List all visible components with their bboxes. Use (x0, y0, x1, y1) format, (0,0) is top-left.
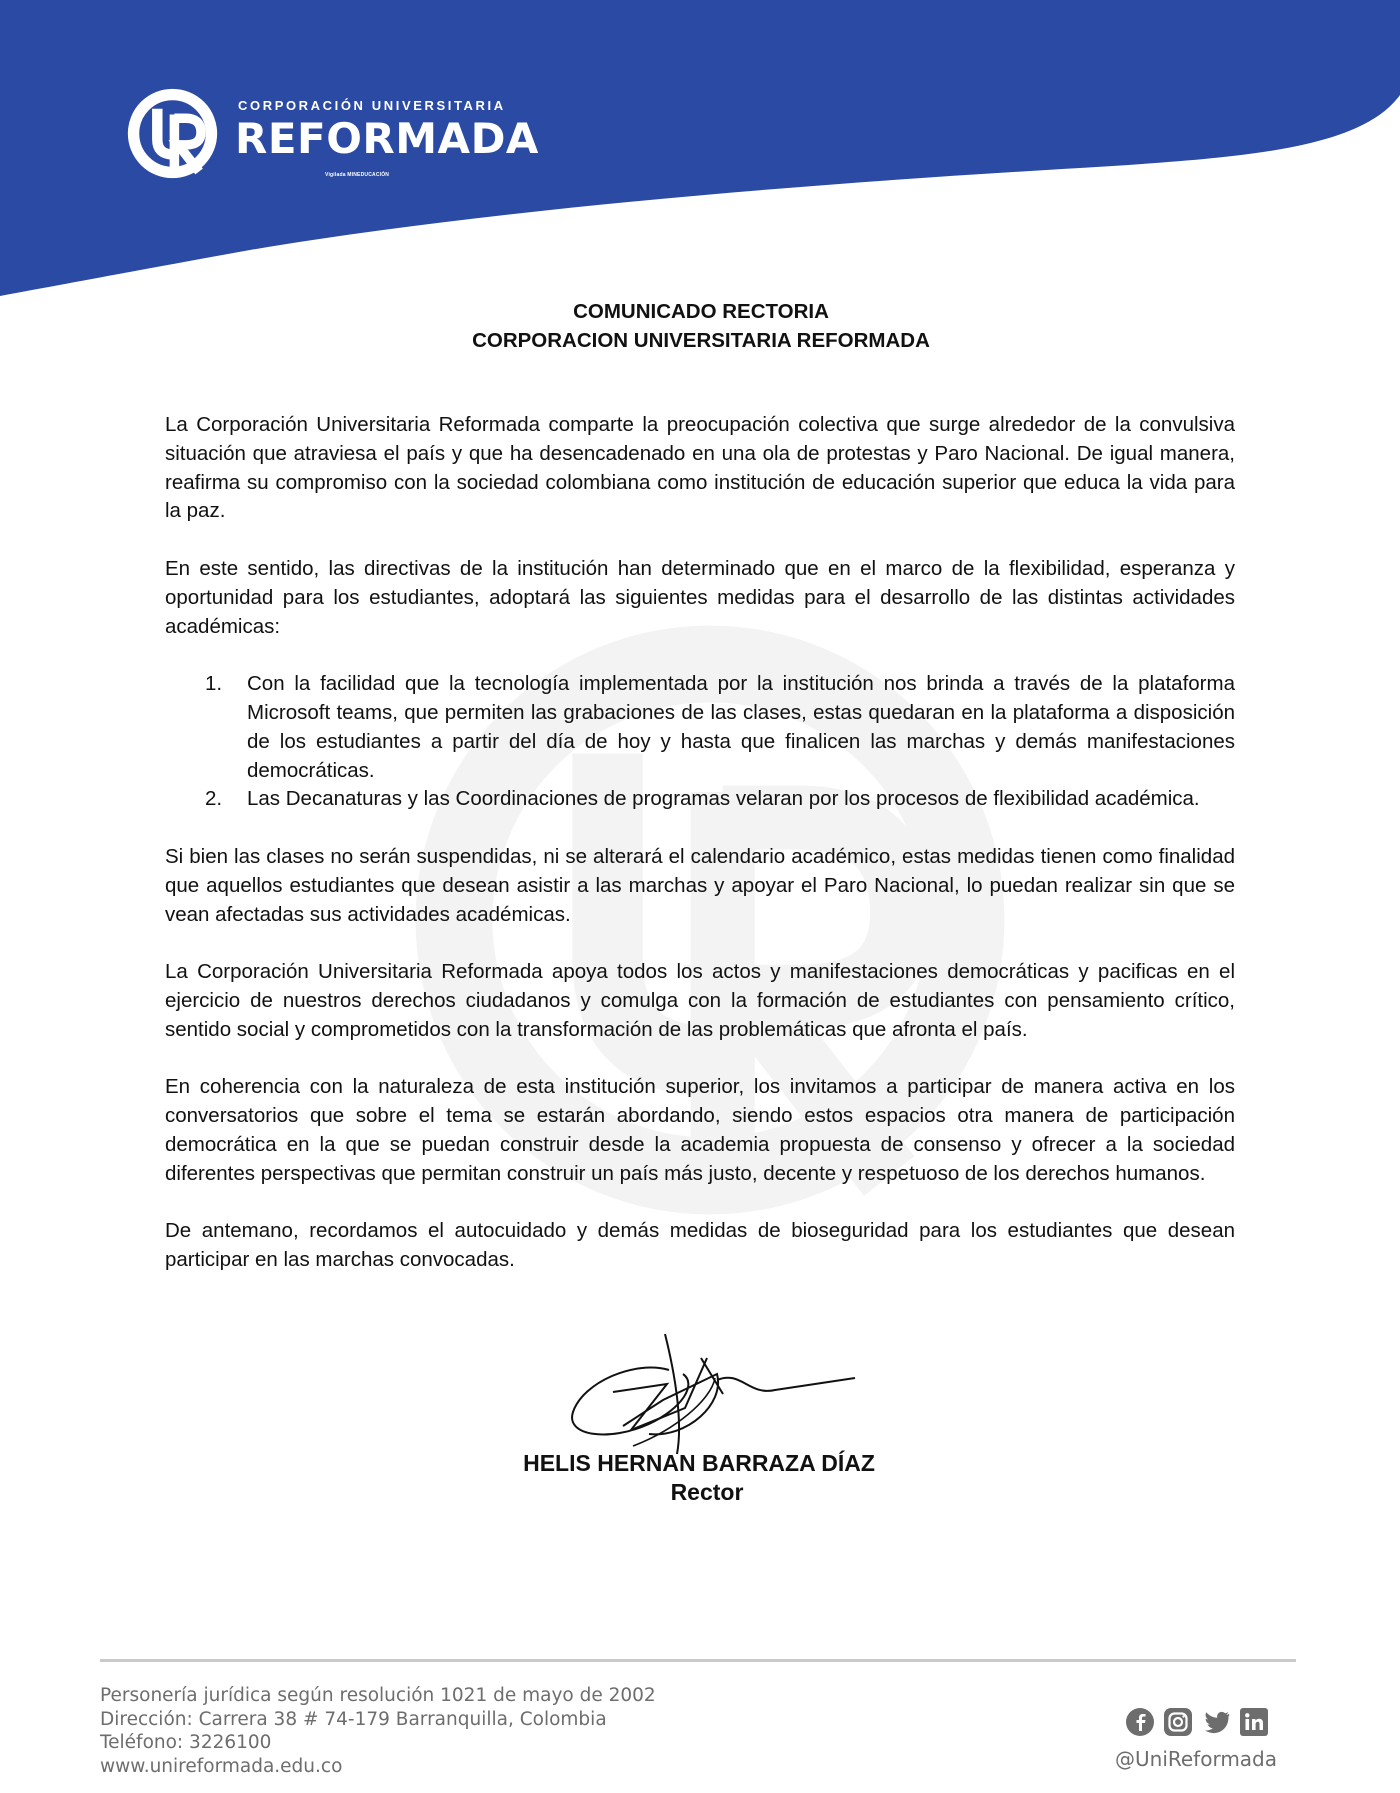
footer-divider (100, 1659, 1296, 1662)
signer-block (0, 1449, 1400, 1507)
footer-phone: Teléfono: 3226100 (100, 1732, 272, 1753)
document-title (0, 297, 1400, 355)
footer-info (100, 1684, 656, 1778)
signer-name: HELIS HERNAN BARRAZA DÍAZ (523, 1450, 875, 1476)
list-item (165, 785, 1235, 814)
paragraph-invitation: En coherencia con la naturaleza de esta institución superior, los invitamos a participar de manera activa en los conversatorios que sobre el tema se estarán abordando, siendo estos espacios otra manera de participación democrática en la que se puedan construir desde la academia propuesta de consenso y ofrecer a la sociedad diferentes perspectivas que permitan construir un país más justo, decente y respetuoso de los derechos humanos. (165, 1075, 1235, 1185)
logo-tagline: Vigilada MINEDUCACIÓN (325, 172, 390, 178)
document-body (165, 411, 1235, 1304)
linkedin-icon[interactable] (1239, 1707, 1269, 1737)
footer-address: Dirección: Carrera 38 # 74-179 Barranquilla, Colombia (100, 1708, 607, 1730)
footer-legal: Personería jurídica según resolución 1021 de mayo de 2002 (100, 1685, 656, 1706)
list-item-text: Las Decanaturas y las Coordinaciones de programas velaran por los procesos de flexibilidad académica. (247, 787, 1200, 811)
instagram-icon[interactable] (1163, 1707, 1193, 1737)
university-logo (125, 86, 539, 186)
ur-logo-icon (125, 86, 220, 181)
paragraph-measures-intro: En este sentido, las directivas de la institución han determinado que en el marco de la flexibilidad, esperanza y oportunidad para los estudiantes, adoptará las siguientes medidas para el desarrollo de las distintas actividades académicas: (165, 556, 1235, 638)
title-line-2: CORPORACION UNIVERSITARIA REFORMADA (472, 329, 930, 352)
signature-image (565, 1334, 865, 1454)
logo-name: REFORMADA (235, 114, 539, 163)
title-line-1: COMUNICADO RECTORIA (573, 300, 829, 323)
measures-list (165, 670, 1235, 814)
footer-website[interactable]: www.unireformada.edu.co (100, 1755, 343, 1777)
signer-role: Rector (670, 1479, 744, 1505)
paragraph-biosafety: De antemano, recordamos el autocuidado y demás medidas de bioseguridad para los estudiantes que desean participar en las marchas convocadas. (165, 1219, 1235, 1272)
logo-subtitle: CORPORACIÓN UNIVERSITARIA (238, 98, 506, 113)
paragraph-intro: La Corporación Universitaria Reformada comparte la preocupación colectiva que surge alrededor de la convulsiva situación que atraviesa el país y que ha desencadenado en una ola de protestas y Paro Nacional. De igual manera, reafirma su compromiso con la sociedad colombiana como institución de educación superior que educa la vida para la paz. (165, 413, 1235, 523)
list-item-number: 2. (205, 787, 223, 811)
paragraph-support: La Corporación Universitaria Reformada apoya todos los actos y manifestaciones democráticas y pacificas en el ejercicio de nuestros derechos ciudadanos y comulga con la formación de estudiantes con pensamiento crítico, sentido social y comprometidos con la transformación de las problemáticas que afronta el país. (165, 960, 1235, 1041)
social-links (1125, 1707, 1269, 1737)
paragraph-classes: Si bien las clases no serán suspendidas, ni se alterará el calendario académico, estas medidas tienen como finalidad que aquellos estudiantes que desean asistir a las marchas y apoyar el Paro Nacional, lo puedan realizar sin que se vean afectadas sus actividades académicas. (165, 844, 1235, 926)
facebook-icon[interactable] (1125, 1707, 1155, 1737)
list-item-number: 1. (205, 672, 223, 696)
twitter-icon[interactable] (1201, 1707, 1231, 1737)
social-handle[interactable]: @UniReformada (1115, 1747, 1278, 1771)
list-item-text: Con la facilidad que la tecnología implementada por la institución nos brinda a través de la plataforma Microsoft teams, que permiten las grabaciones de las clases, estas quedaran en la plataforma a disposición de los estudiantes a partir del día de hoy y hasta que finalicen las marchas y demás manifestaciones democráticas. (247, 672, 1235, 782)
list-item (165, 670, 1235, 785)
